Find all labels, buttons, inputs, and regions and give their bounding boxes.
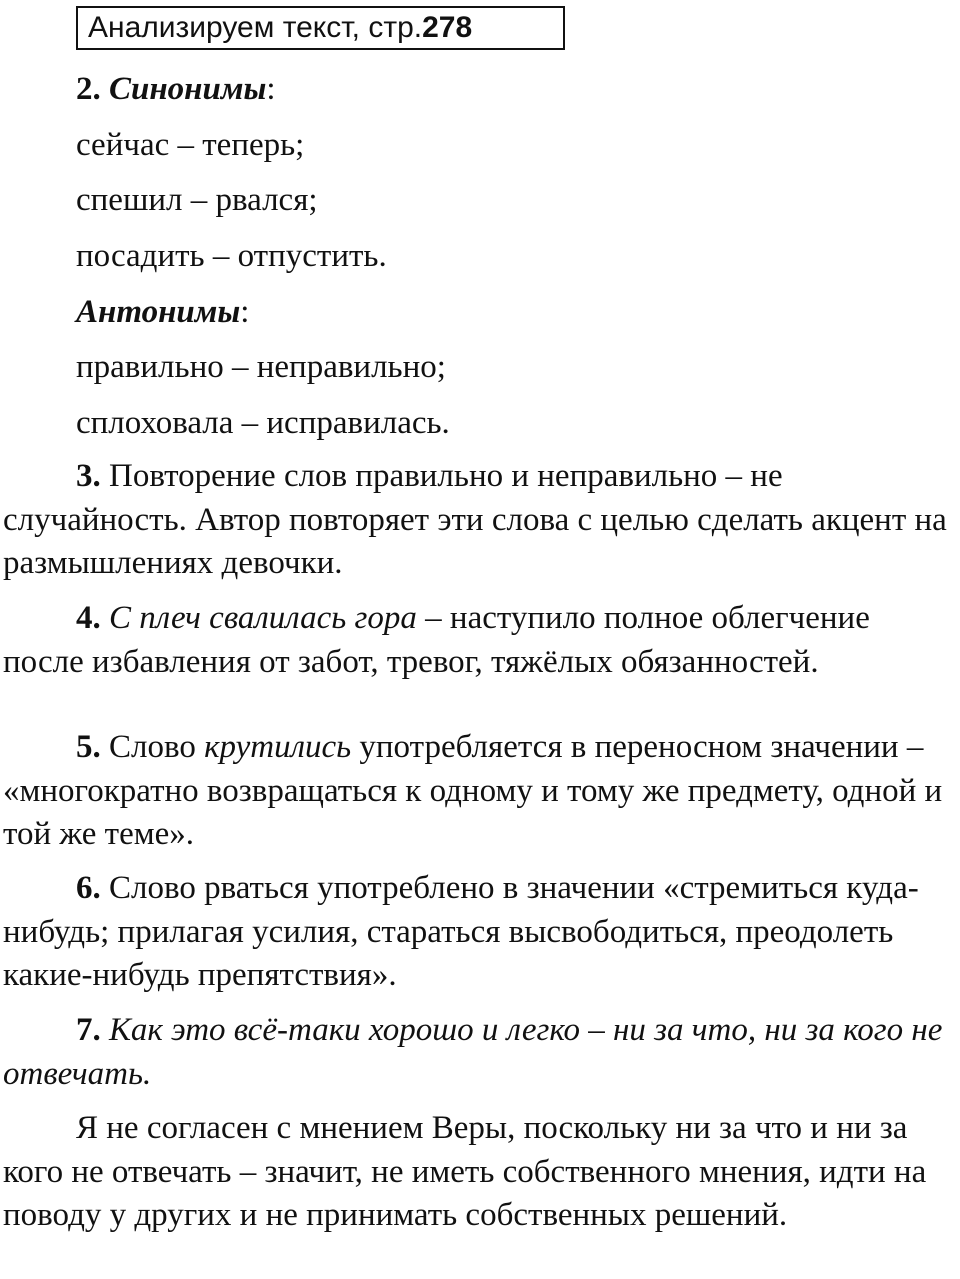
item4-number: 4.: [76, 600, 101, 636]
item6-text: Слово рваться употреблено в значении «стремиться куда-нибудь; прилагая усилия, стараться высвободиться, преодолеть какие-нибудь препятствия».: [3, 870, 919, 993]
item7-paragraph: [3, 1009, 953, 1096]
item4-paragraph: [3, 597, 953, 684]
item6-paragraph: [3, 867, 953, 998]
item4-phrase: С плеч свалилась гора: [109, 600, 417, 636]
synonyms-heading: Синонимы: [109, 71, 267, 107]
antonyms-colon: :: [240, 294, 250, 330]
antonym-pair: правильно – неправильно;: [76, 349, 446, 385]
item3-text: Повторение слов правильно и неправильно – не случайность. Автор повторяет эти слова с целью сделать акцент на размышлениях девочки.: [3, 458, 947, 581]
antonyms-heading: Антонимы: [76, 294, 241, 330]
item5-text-before: Слово: [100, 729, 205, 765]
item3-paragraph: [3, 455, 953, 586]
opinion-paragraph: Я не согласен с мнением Веры, поскольку ни за что и ни за кого не отвечать – значит, не иметь собственного мнения, идти на поводу у других и не принимать собственных решений.: [3, 1110, 927, 1233]
header-label: Анализируем текст, стр.: [88, 11, 423, 44]
item5-number: 5.: [76, 729, 101, 765]
item5-word: крутились: [204, 729, 352, 765]
antonyms-heading-line: [76, 290, 249, 334]
synonym-pair: посадить – отпустить.: [76, 238, 387, 274]
item2-heading: [76, 67, 276, 111]
item3-number: 3.: [76, 458, 101, 494]
item7-number: 7.: [76, 1012, 101, 1048]
item5-text-after: употребляется в переносном значении – «многократно возвращаться к одному и тому же предмету, одной и той же теме».: [3, 729, 943, 852]
synonym-pair: сейчас – теперь;: [76, 127, 305, 163]
synonyms-colon: :: [266, 71, 276, 107]
antonym-pair: сплоховала – исправилась.: [76, 405, 450, 441]
item5-paragraph: [3, 726, 953, 857]
page-header-box: [76, 6, 565, 50]
item6-number: 6.: [76, 870, 101, 906]
item2-number: 2.: [76, 71, 101, 107]
synonym-pair: спешил – рвался;: [76, 182, 318, 218]
item7-quote: Как это всё-таки хорошо и легко – ни за что, ни за кого не отвечать.: [3, 1012, 943, 1092]
header-page-number: 278: [422, 11, 473, 44]
item4-text: – наступило полное облегчение после избавления от забот, тревог, тяжёлых обязанностей.: [3, 600, 870, 680]
